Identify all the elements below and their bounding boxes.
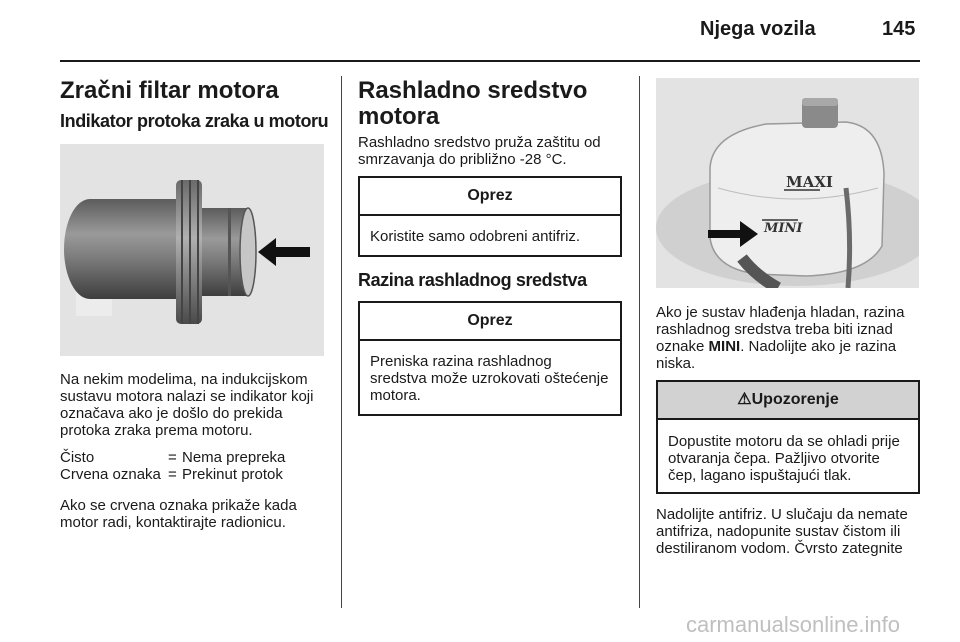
watermark: carmanualsonline.info	[686, 612, 901, 637]
airflow-indicator-illustration	[60, 144, 324, 356]
caution-text: Koristite samo odobreni antifriz.	[370, 228, 581, 245]
definition-equals: =	[168, 466, 177, 483]
coolant-reservoir-illustration	[656, 78, 919, 288]
definition-row	[60, 466, 285, 483]
warning-text: Dopustite motoru da se ohladi prije otvaranja čepa. Pažljivo otvorite čep, lagano ispuštajući tlak.	[668, 433, 900, 484]
definition-value: Nema prepreka	[182, 449, 286, 466]
subsection-heading: Razina rashladnog sredstva	[358, 270, 587, 290]
intro-text: Rashladno sredstvo pruža zaštitu od smrzavanja do približno -28 °C.	[358, 134, 601, 168]
caution-box	[358, 176, 622, 257]
right-column	[656, 78, 922, 557]
max-mark-label: MAXI	[786, 173, 833, 191]
min-mark-label: MINI	[764, 221, 803, 236]
definition-table	[60, 449, 285, 483]
warning-triangle-icon: ⚠	[737, 391, 752, 408]
left-column	[60, 77, 329, 531]
definition-term: Crvena oznaka	[60, 466, 161, 483]
definition-equals: =	[168, 449, 177, 466]
airflow-indicator-figure	[60, 144, 324, 356]
warning-title: Upozorenje	[751, 391, 839, 408]
body-text	[656, 304, 922, 372]
note-text: Ako se crvena oznaka prikaže kada motor radi, kontaktirajte radionicu.	[60, 497, 297, 531]
definition-value: Prekinut protok	[182, 466, 283, 483]
middle-column	[358, 78, 624, 416]
column-divider	[341, 76, 342, 608]
coolant-reservoir-figure	[656, 78, 919, 288]
body-text: Na nekim modelima, na indukcijskom sustavu motora nalazi se indikator koji označava ako je došlo do prekida protoka zraka prema motoru.	[60, 371, 314, 439]
body-text-part: Ako je sustav hlađenja hladan, razina rashladnog sredstva treba biti iznad oznake	[656, 304, 905, 355]
body-text: Nadolijte antifriz. U slučaju da nemate antifriza, nadopunite sustav čistom ili destiliranom vodom. Čvrsto zategnite	[656, 506, 908, 557]
caution-title: Oprez	[360, 303, 620, 341]
body-text-part: . Nadolijte ako je razina niska.	[656, 338, 897, 372]
caution-box	[358, 301, 622, 416]
section-heading: Rashladno sredstvo motora	[358, 77, 588, 130]
warning-box	[656, 380, 920, 494]
subsection-heading: Indikator protoka zraka u motoru	[60, 111, 329, 131]
header-title: Njega vozila	[700, 18, 816, 40]
min-mark-emphasis: MINI	[708, 338, 741, 355]
page-number: 145	[882, 18, 916, 40]
caution-title: Oprez	[360, 178, 620, 216]
section-heading: Zračni filtar motora	[60, 77, 279, 104]
column-divider	[639, 76, 640, 608]
warning-header	[658, 382, 918, 420]
definition-term: Čisto	[60, 449, 95, 466]
header-rule	[60, 60, 920, 62]
definition-row	[60, 449, 285, 466]
caution-text: Preniska razina rashladnog sredstva može uzrokovati oštećenje motora.	[370, 353, 609, 404]
